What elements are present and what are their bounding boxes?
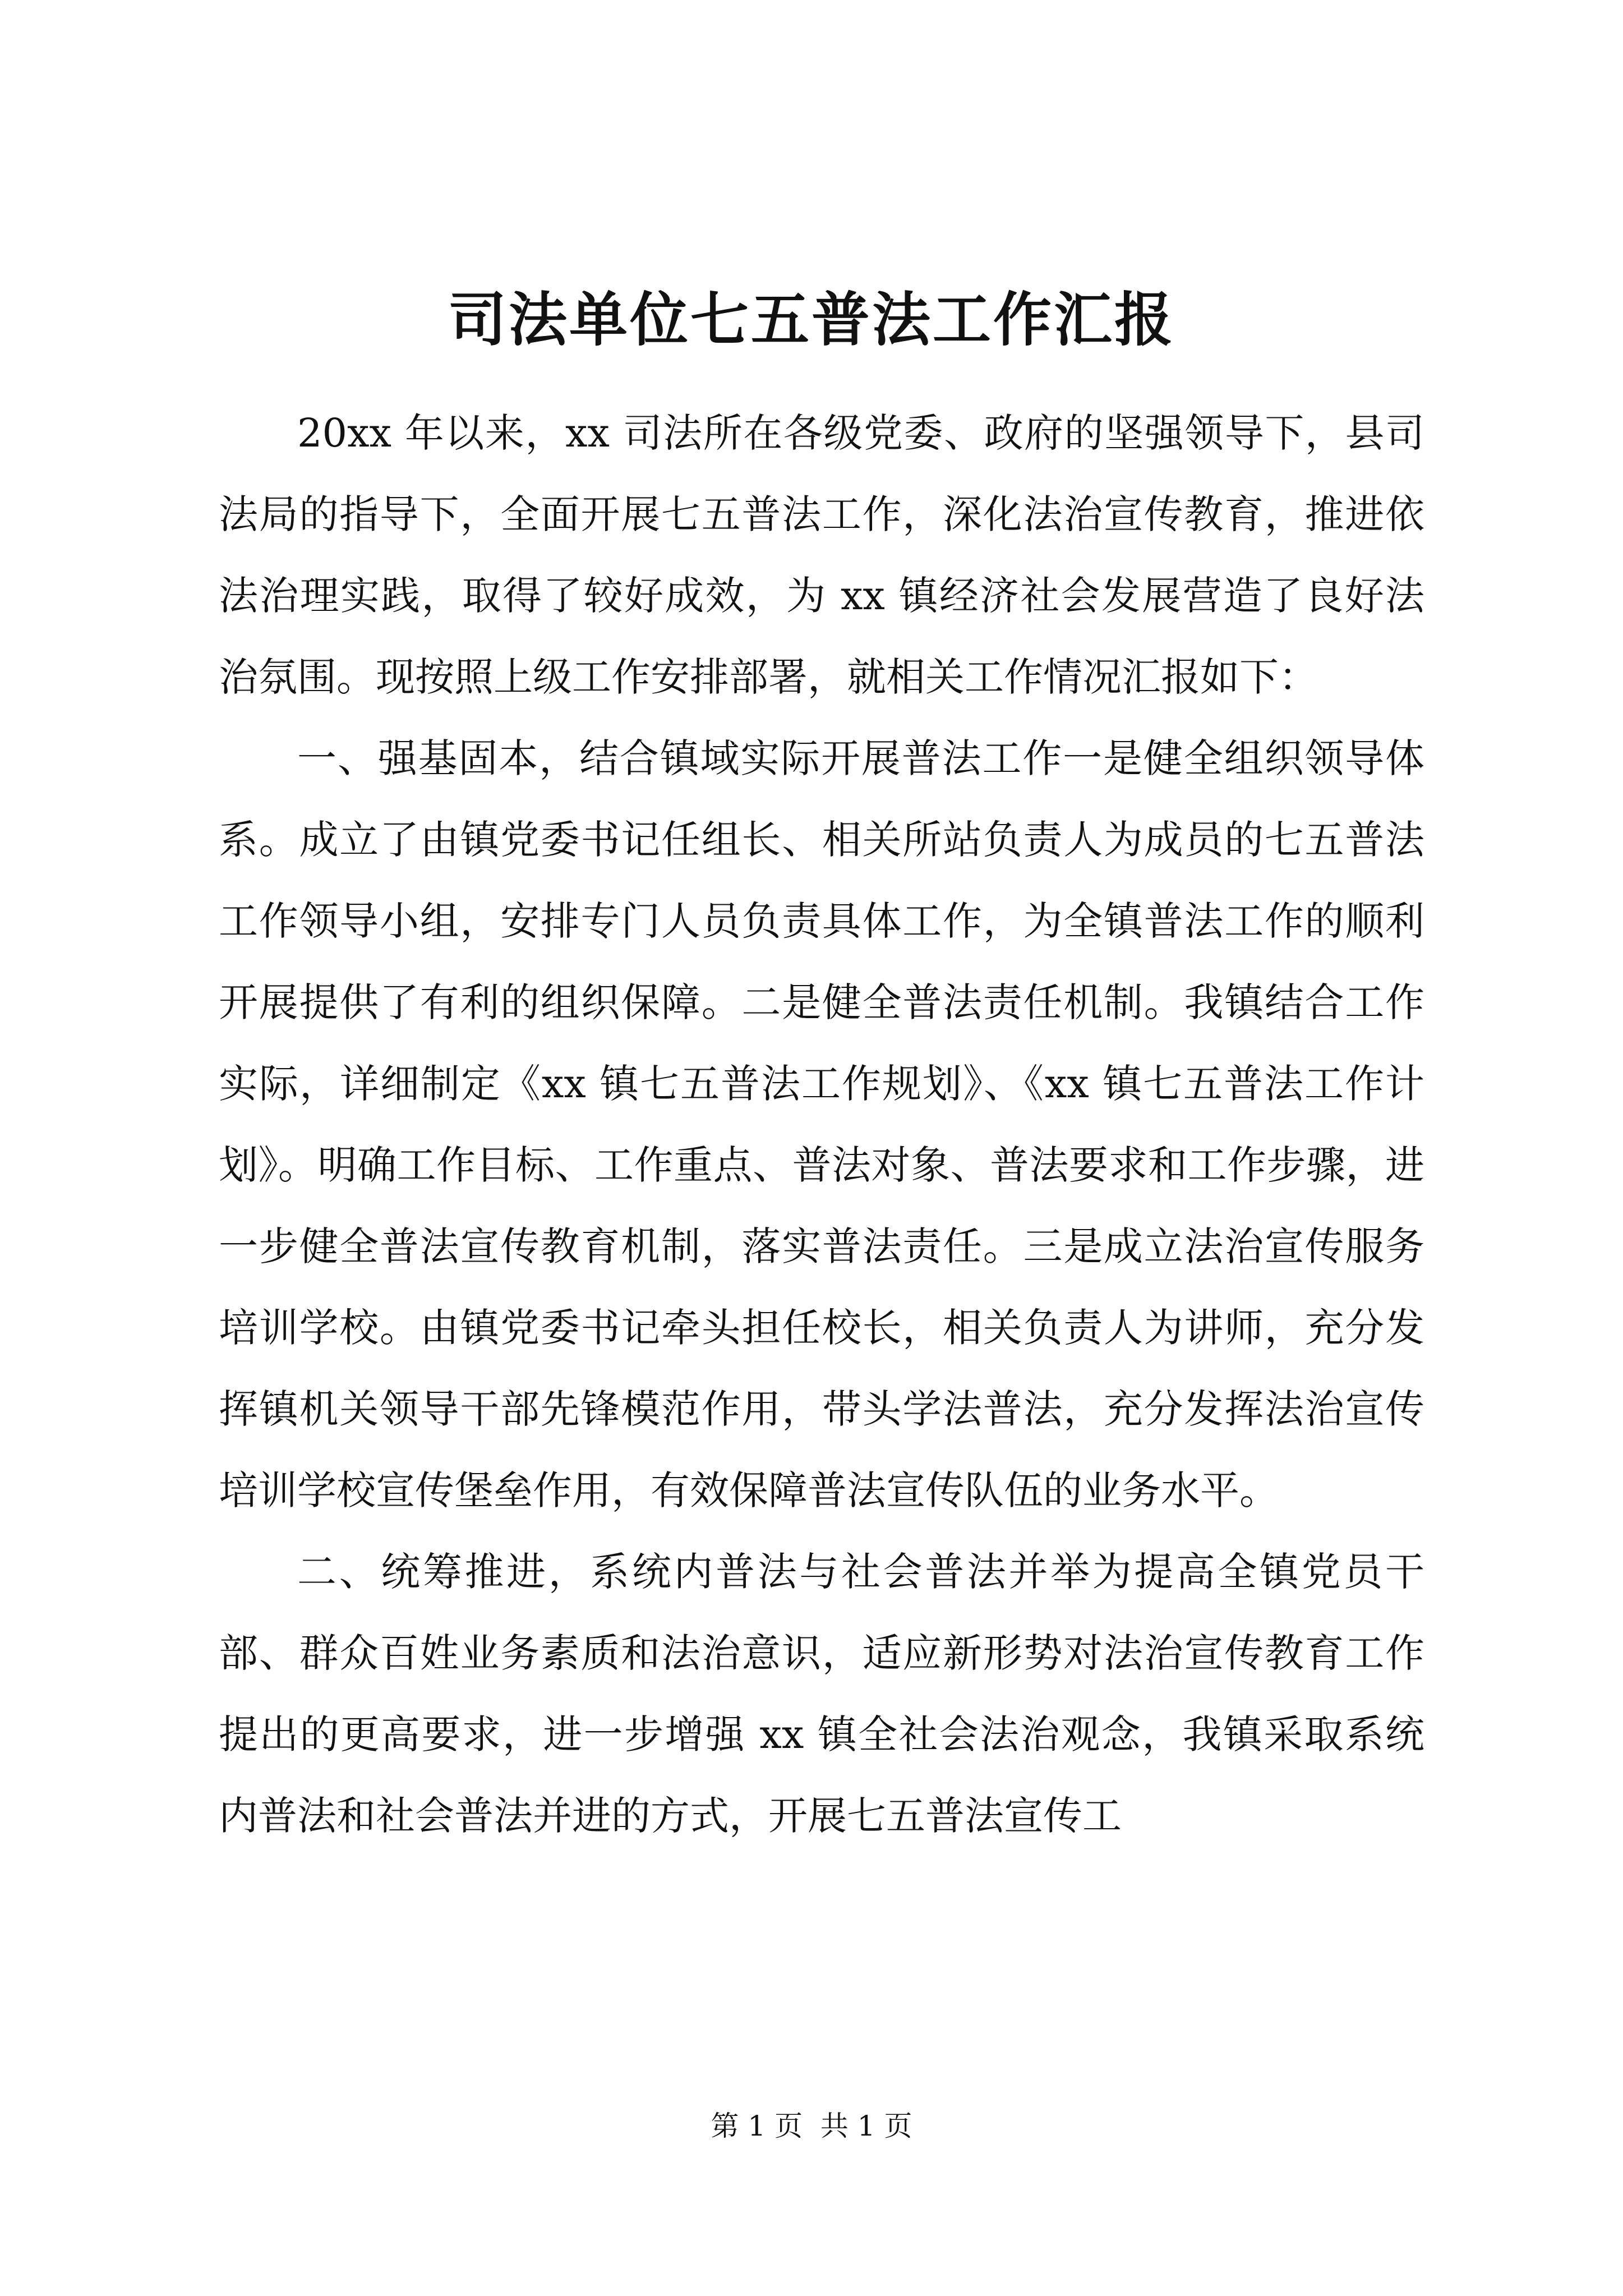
document-body (219, 393, 1424, 1857)
paragraph-section-two: 二、统筹推进，系统内普法与社会普法并举为提高全镇党员干部、群众百姓业务素质和法治意识，适应新形势对法治宣传教育工作提出的更高要求，进一步增强 xx 镇全社会法治观念，我镇采取系统内普法和社会普法并进的方式，开展七五普法宣传工 (219, 1549, 1424, 1839)
paragraph-intro: 20xx 年以来，xx 司法所在各级党委、政府的坚强领导下，县司法局的指导下，全面开展七五普法工作，深化法治宣传教育，推进依法治理实践，取得了较好成效，为 xx 镇经济社会发展营造了良好法治氛围。现按照上级工作安排部署，就相关工作情况汇报如下： (219, 410, 1424, 700)
page-number-label: 第 1 页 共 1 页 (711, 2110, 912, 2142)
document-title: 司法单位七五普法工作汇报 (448, 285, 1175, 354)
page-footer (0, 2106, 1623, 2146)
paragraph-section-one: 一、强基固本，结合镇域实际开展普法工作一是健全组织领导体系。成立了由镇党委书记任组长、相关所站负责人为成员的七五普法工作领导小组，安排专门人员负责具体工作，为全镇普法工作的顺利开展提供了有利的组织保障。二是健全普法责任机制。我镇结合工作实际，详细制定《xx 镇七五普法工作规划》、《xx 镇七五普法工作计划》。明确工作目标、工作重点、普法对象、普法要求和工作步骤，进一步健全普法宣传教育机制，落实普法责任。三是成立法治宣传服务培训学校。由镇党委书记牵头担任校长，相关负责人为讲师，充分发挥镇机关领导干部先锋模范作用，带头学法普法，充分发挥法治宣传培训学校宣传堡垒作用，有效保障普法宣传队伍的业务水平。 (219, 735, 1424, 1513)
